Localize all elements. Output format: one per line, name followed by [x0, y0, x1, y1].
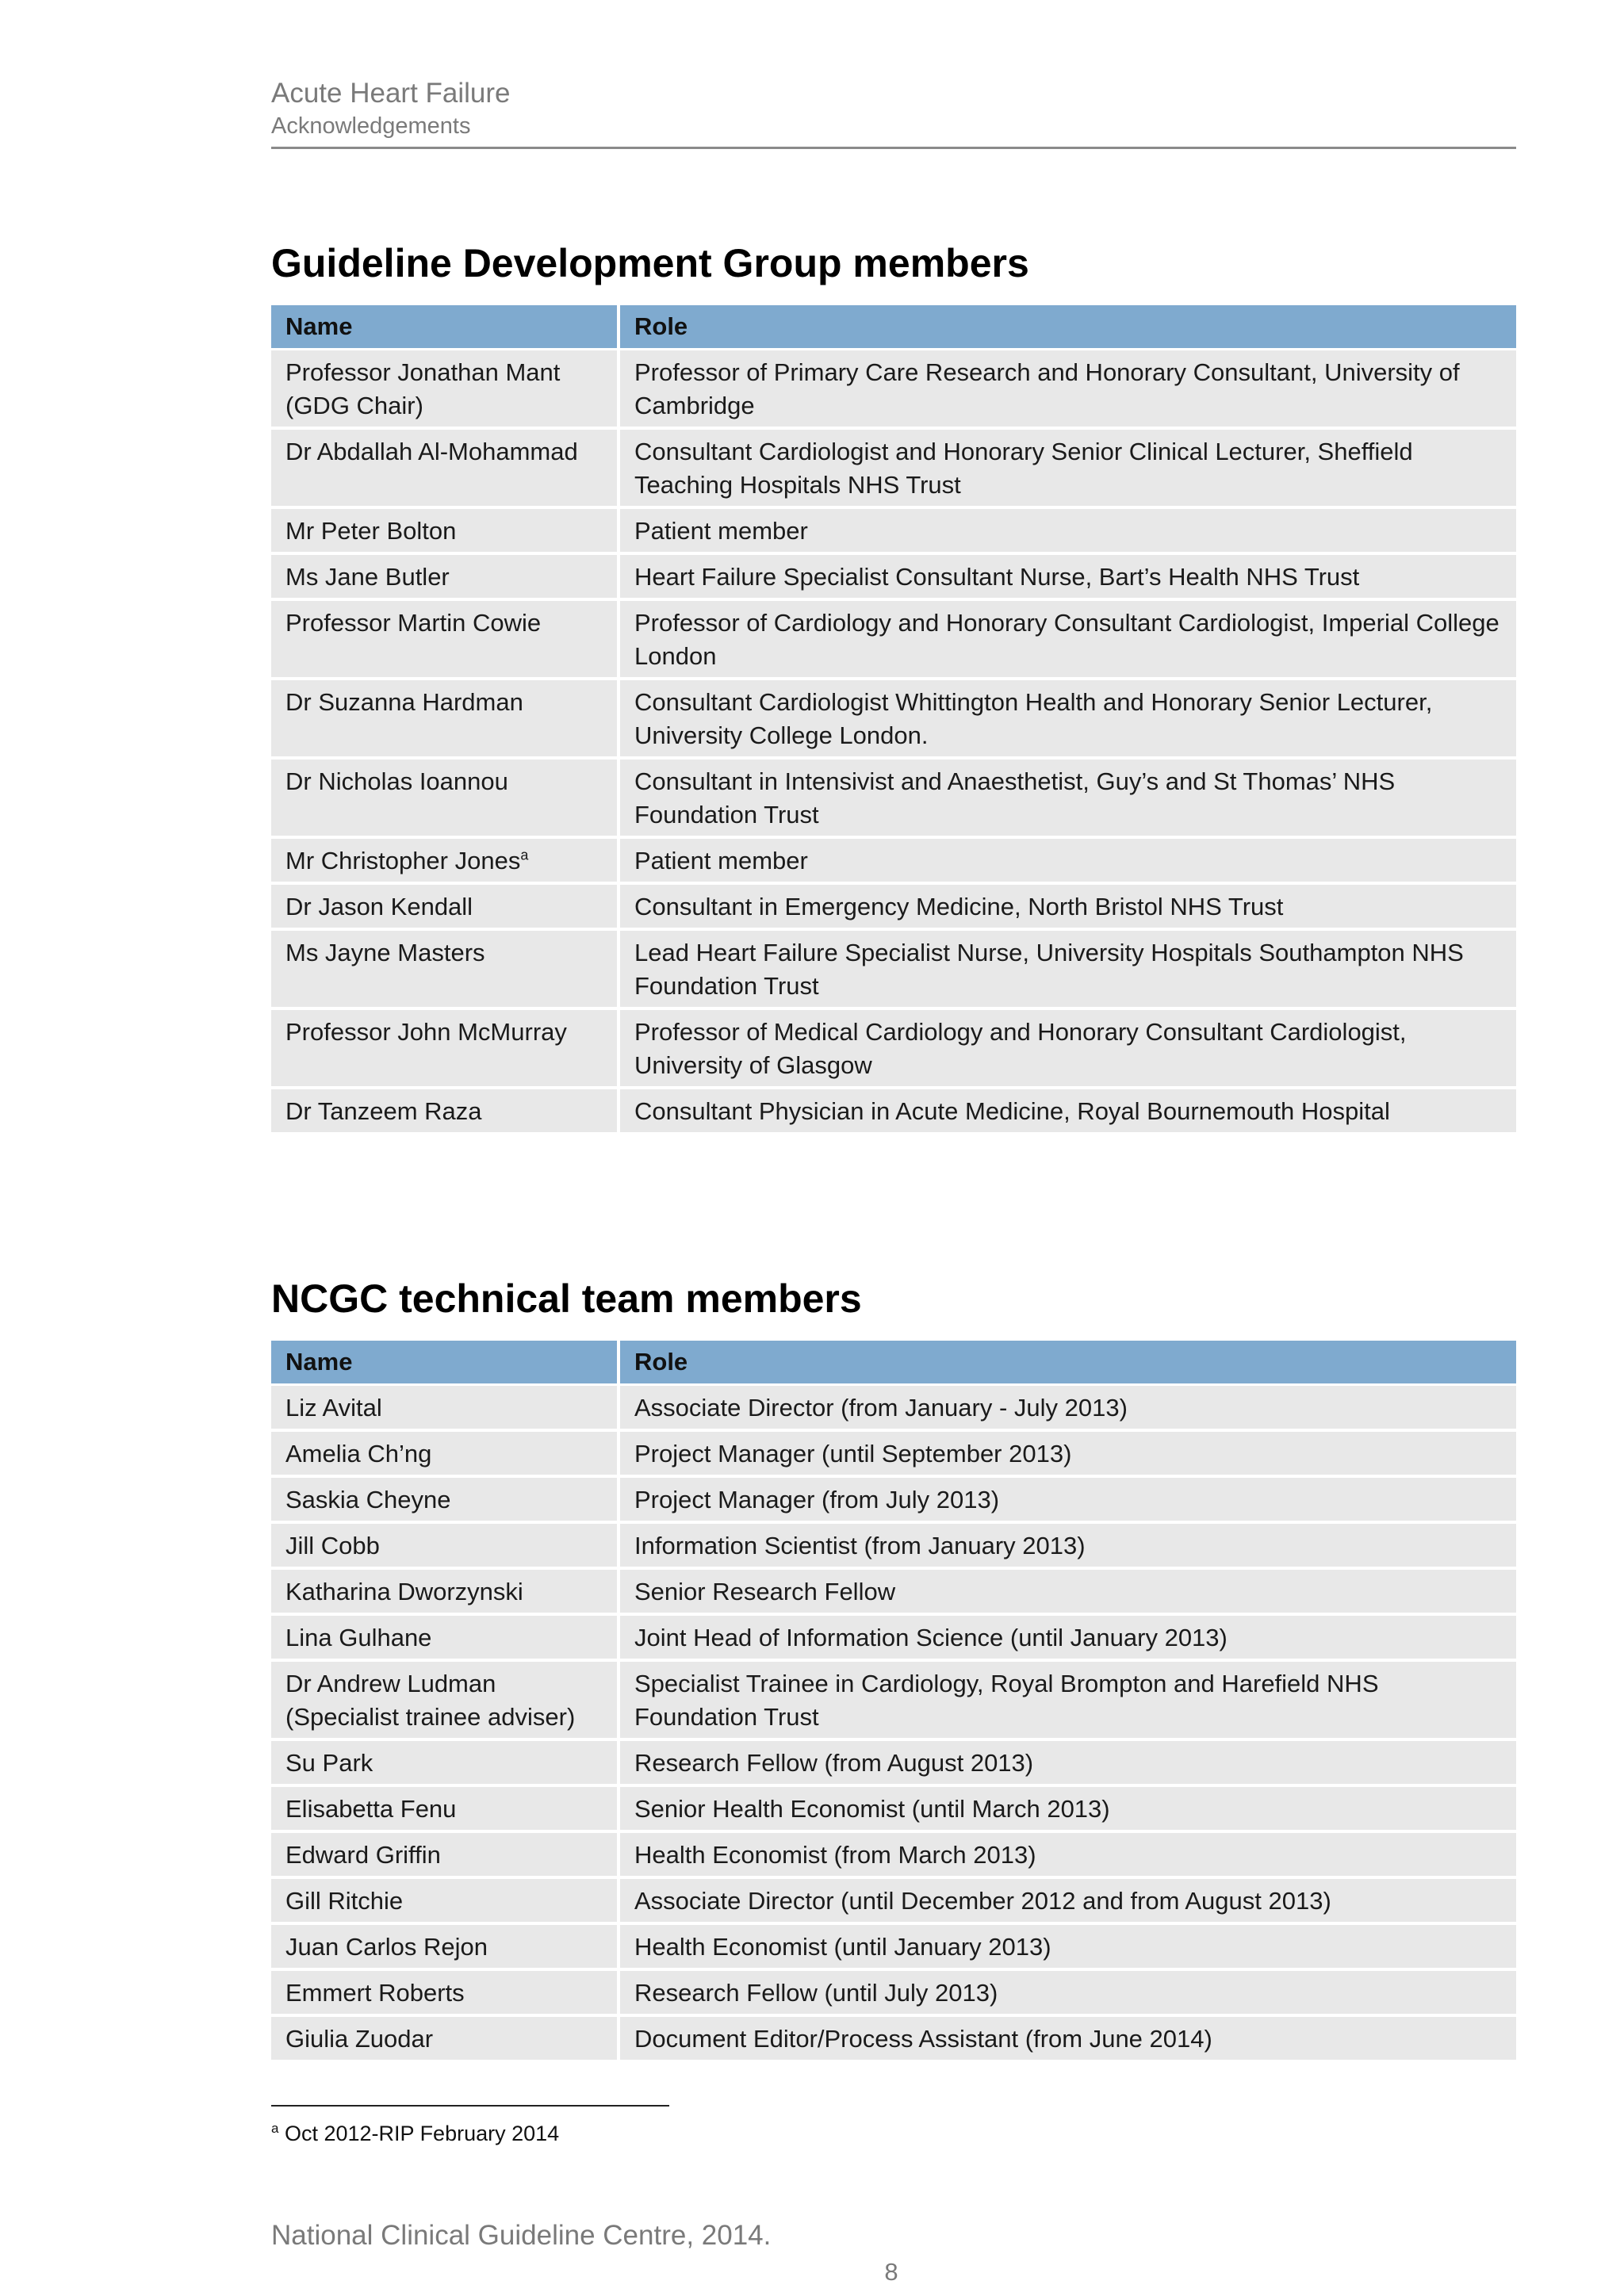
- member-name-cell: [271, 839, 620, 885]
- member-name-cell: [271, 1570, 620, 1616]
- member-name: Emmert Roberts: [285, 1979, 465, 2007]
- role-column-header: Role: [620, 305, 1516, 350]
- member-name-cell: [271, 601, 620, 680]
- table-row: [271, 1741, 1516, 1787]
- member-name-cell: [271, 555, 620, 601]
- member-name-cell: [271, 509, 620, 555]
- member-name-cell: [271, 1787, 620, 1833]
- table-row: [271, 839, 1516, 885]
- name-column-header: Name: [271, 305, 620, 350]
- table-row: [271, 1833, 1516, 1879]
- member-role: Lead Heart Failure Specialist Nurse, University Hospitals Southampton NHS Foundation Trust: [620, 931, 1516, 1010]
- member-role: Associate Director (until December 2012 and from August 2013): [620, 1879, 1516, 1925]
- document-section: Acknowledgements: [271, 113, 471, 139]
- member-name: Mr Christopher Jones: [285, 847, 521, 874]
- table-row: [271, 555, 1516, 601]
- ncgc-section-title: NCGC technical team members: [271, 1276, 862, 1321]
- member-role: Specialist Trainee in Cardiology, Royal Brompton and Harefield NHS Foundation Trust: [620, 1662, 1516, 1741]
- member-role: Health Economist (from March 2013): [620, 1833, 1516, 1879]
- member-name-cell: [271, 1432, 620, 1478]
- table-row: [271, 680, 1516, 760]
- member-role: Project Manager (from July 2013): [620, 1478, 1516, 1524]
- page-number: 8: [884, 2258, 898, 2286]
- member-name: Saskia Cheyne: [285, 1486, 451, 1513]
- member-name: Mr Peter Bolton: [285, 517, 457, 545]
- member-role: Patient member: [620, 509, 1516, 555]
- member-name: Elisabetta Fenu: [285, 1795, 457, 1823]
- member-name-cell: [271, 2017, 620, 2063]
- member-role: Consultant Cardiologist Whittington Health and Honorary Senior Lecturer, University College London.: [620, 680, 1516, 760]
- member-name: Gill Ritchie: [285, 1887, 404, 1915]
- member-name: Dr Andrew Ludman (Specialist trainee adviser): [285, 1670, 576, 1731]
- member-name-cell: [271, 680, 620, 760]
- member-name-cell: [271, 1524, 620, 1570]
- member-role: Research Fellow (from August 2013): [620, 1741, 1516, 1787]
- member-role: Document Editor/Process Assistant (from June 2014): [620, 2017, 1516, 2063]
- table-row: [271, 1524, 1516, 1570]
- member-name-cell: [271, 1833, 620, 1879]
- table-row: [271, 1010, 1516, 1089]
- footnote-text: Oct 2012-RIP February 2014: [284, 2122, 560, 2145]
- member-role: Consultant in Emergency Medicine, North Bristol NHS Trust: [620, 885, 1516, 931]
- footnote: [271, 2122, 559, 2146]
- member-name-cell: [271, 1741, 620, 1787]
- gdg-members-table: [271, 305, 1516, 1135]
- footer-organisation: National Clinical Guideline Centre, 2014.: [271, 2220, 772, 2251]
- member-name-cell: [271, 1478, 620, 1524]
- table-row: [271, 350, 1516, 430]
- table-row: [271, 1787, 1516, 1833]
- member-role: Joint Head of Information Science (until January 2013): [620, 1616, 1516, 1662]
- member-name: Amelia Ch’ng: [285, 1440, 432, 1468]
- member-role: Information Scientist (from January 2013): [620, 1524, 1516, 1570]
- member-name: Professor Martin Cowie: [285, 609, 542, 637]
- member-role: Professor of Medical Cardiology and Honorary Consultant Cardiologist, University of Glasgow: [620, 1010, 1516, 1089]
- table-row: [271, 2017, 1516, 2063]
- table-row: [271, 1478, 1516, 1524]
- table-header-row: [271, 305, 1516, 350]
- member-name: Juan Carlos Rejon: [285, 1933, 488, 1961]
- page-header: [271, 76, 1516, 141]
- member-name: Dr Abdallah Al-Mohammad: [285, 438, 578, 465]
- member-name: Edward Griffin: [285, 1841, 441, 1869]
- member-name-cell: [271, 885, 620, 931]
- table-row: [271, 509, 1516, 555]
- gdg-section-title: Guideline Development Group members: [271, 241, 1029, 285]
- table-row: [271, 1432, 1516, 1478]
- member-name: Dr Suzanna Hardman: [285, 688, 523, 716]
- member-name-cell: [271, 1662, 620, 1741]
- member-name-cell: [271, 350, 620, 430]
- table-row: [271, 931, 1516, 1010]
- member-role: Senior Health Economist (until March 2013): [620, 1787, 1516, 1833]
- member-name: Su Park: [285, 1749, 373, 1777]
- member-name-cell: [271, 1616, 620, 1662]
- footnote-divider: [271, 2105, 669, 2107]
- member-name: Liz Avital: [285, 1394, 382, 1422]
- member-name: Professor John McMurray: [285, 1018, 567, 1046]
- member-role: Consultant Cardiologist and Honorary Senior Clinical Lecturer, Sheffield Teaching Hospitals NHS Trust: [620, 430, 1516, 509]
- ncgc-members-table: [271, 1341, 1516, 2063]
- table-row: [271, 601, 1516, 680]
- table-row: [271, 885, 1516, 931]
- member-name-cell: [271, 931, 620, 1010]
- member-role: Project Manager (until September 2013): [620, 1432, 1516, 1478]
- table-row: [271, 1971, 1516, 2017]
- member-name-cell: [271, 1089, 620, 1135]
- table-row: [271, 1616, 1516, 1662]
- role-column-header: Role: [620, 1341, 1516, 1386]
- table-row: [271, 1386, 1516, 1432]
- table-row: [271, 1662, 1516, 1741]
- member-name-cell: [271, 1386, 620, 1432]
- member-name-cell: [271, 430, 620, 509]
- table-row: [271, 1925, 1516, 1971]
- member-name-cell: [271, 1879, 620, 1925]
- member-role: Patient member: [620, 839, 1516, 885]
- member-role: Heart Failure Specialist Consultant Nurse, Bart’s Health NHS Trust: [620, 555, 1516, 601]
- member-role: Professor of Cardiology and Honorary Consultant Cardiologist, Imperial College London: [620, 601, 1516, 680]
- member-role: Professor of Primary Care Research and Honorary Consultant, University of Cambridge: [620, 350, 1516, 430]
- member-name: Dr Nicholas Ioannou: [285, 767, 508, 795]
- table-row: [271, 1089, 1516, 1135]
- member-role: Senior Research Fellow: [620, 1570, 1516, 1616]
- footnote-mark: a: [271, 2121, 279, 2136]
- name-column-header: Name: [271, 1341, 620, 1386]
- member-name: Katharina Dworzynski: [285, 1578, 523, 1605]
- member-name: Ms Jane Butler: [285, 563, 450, 591]
- member-name: Ms Jayne Masters: [285, 939, 485, 966]
- member-name: Jill Cobb: [285, 1532, 380, 1559]
- member-name-cell: [271, 1010, 620, 1089]
- table-row: [271, 1879, 1516, 1925]
- table-row: [271, 760, 1516, 839]
- footnote-reference: a: [520, 847, 529, 863]
- member-name: Dr Tanzeem Raza: [285, 1097, 482, 1125]
- document-title: Acute Heart Failure: [271, 78, 511, 109]
- member-role: Consultant Physician in Acute Medicine, Royal Bournemouth Hospital: [620, 1089, 1516, 1135]
- table-header-row: [271, 1341, 1516, 1386]
- member-name: Dr Jason Kendall: [285, 893, 473, 920]
- member-name: Lina Gulhane: [285, 1624, 432, 1651]
- member-name-cell: [271, 760, 620, 839]
- member-name-cell: [271, 1971, 620, 2017]
- member-name-cell: [271, 1925, 620, 1971]
- member-role: Associate Director (from January - July 2013): [620, 1386, 1516, 1432]
- member-role: Consultant in Intensivist and Anaesthetist, Guy’s and St Thomas’ NHS Foundation Trust: [620, 760, 1516, 839]
- member-role: Health Economist (until January 2013): [620, 1925, 1516, 1971]
- member-name: Giulia Zuodar: [285, 2025, 434, 2053]
- member-name: Professor Jonathan Mant (GDG Chair): [285, 358, 561, 419]
- table-row: [271, 430, 1516, 509]
- table-row: [271, 1570, 1516, 1616]
- member-role: Research Fellow (until July 2013): [620, 1971, 1516, 2017]
- header-divider: [271, 147, 1516, 149]
